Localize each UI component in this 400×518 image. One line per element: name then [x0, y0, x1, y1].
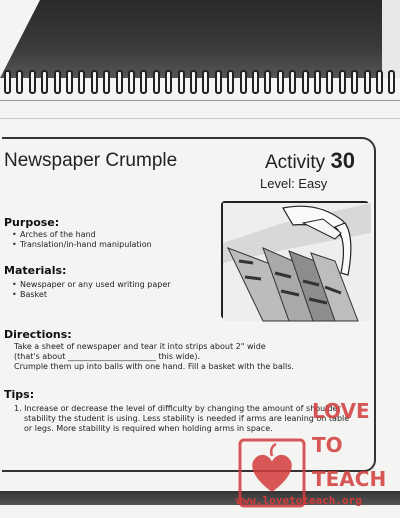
binding-ring	[78, 70, 85, 94]
binding-ring	[240, 70, 247, 94]
list-item: • Basket	[20, 290, 47, 299]
binding-ring	[388, 70, 395, 94]
list-item: • Translation/in-hand manipulation	[20, 240, 152, 249]
directions-heading: Directions:	[4, 328, 72, 341]
binding-ring	[128, 70, 135, 94]
binding-ring	[215, 70, 222, 94]
list-item: • Newspaper or any used writing paper	[20, 280, 171, 289]
activity-label: Activity	[265, 152, 326, 173]
divider-line	[0, 118, 400, 119]
binding-ring	[91, 70, 98, 94]
watermark-url: www.lovetoteach.org	[236, 494, 362, 507]
binding-ring	[202, 70, 209, 94]
binding-ring	[4, 70, 11, 94]
materials-heading: Materials:	[4, 264, 67, 277]
binding-ring	[153, 70, 160, 94]
page-corner-fold	[0, 0, 40, 78]
binding-ring	[190, 70, 197, 94]
binding-ring	[54, 70, 61, 94]
purpose-heading: Purpose:	[4, 216, 60, 229]
binding-ring	[277, 70, 284, 94]
watermark-word-to: TO	[312, 433, 343, 457]
tips-heading: Tips:	[4, 388, 35, 401]
binding-ring	[178, 70, 185, 94]
binding-ring	[376, 70, 383, 94]
binding-ring	[165, 70, 172, 94]
binding-ring	[289, 70, 296, 94]
scan-edge	[382, 0, 400, 78]
worksheet-title: Newspaper Crumple	[4, 150, 178, 171]
newspaper-strips-drawing	[223, 203, 371, 321]
directions-text: Take a sheet of newspaper and tear it into strips about 2" wide	[14, 342, 266, 351]
tips-text: 1. Increase or decrease the level of difficulty by changing the amount of shoulder	[14, 404, 341, 413]
binding-ring	[116, 70, 123, 94]
activity-num: 30	[330, 148, 355, 173]
binding-ring	[16, 70, 23, 94]
binding-ring	[339, 70, 346, 94]
tearing-paper-illustration	[221, 201, 369, 319]
binding-ring	[140, 70, 147, 94]
activity-number	[265, 148, 355, 174]
binding-ring	[103, 70, 110, 94]
binding-ring	[364, 70, 371, 94]
list-item: • Arches of the hand	[20, 230, 96, 239]
binding-ring	[227, 70, 234, 94]
binding-ring	[326, 70, 333, 94]
binding-ring	[41, 70, 48, 94]
scan-top-band	[0, 0, 400, 78]
tips-text: or legs. More stability is required when holding arms in space.	[24, 424, 273, 433]
directions-text: (that's about ______________________ this wide).	[14, 352, 201, 361]
spiral-binding	[0, 70, 400, 98]
binding-ring	[302, 70, 309, 94]
binding-ring	[66, 70, 73, 94]
watermark-word-love: LOVE	[312, 399, 370, 423]
binding-ring	[351, 70, 358, 94]
binding-ring	[29, 70, 36, 94]
watermark-word-teach: TEACH	[312, 467, 387, 491]
directions-text: Crumple them up into balls with one hand. Fill a basket with the balls.	[14, 362, 294, 371]
divider-line	[0, 100, 400, 101]
binding-ring	[314, 70, 321, 94]
tips-text: stability the student is using. Less stability is needed if arms are leaning on table	[24, 414, 350, 423]
difficulty-level: Level: Easy	[260, 176, 328, 191]
binding-ring	[264, 70, 271, 94]
binding-ring	[252, 70, 259, 94]
